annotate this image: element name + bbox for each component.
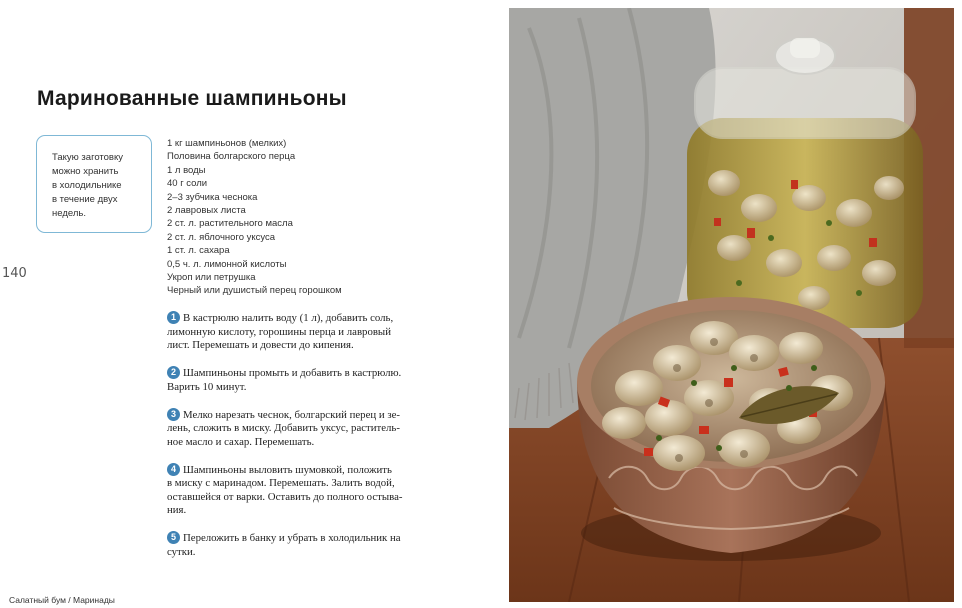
step-number-badge: 5 <box>167 531 180 544</box>
step-line: оставшейся от варки. Оставить до полного остыва- <box>167 490 403 503</box>
step-line: лень, сложить в миску. Добавить уксус, раститель- <box>167 422 400 434</box>
ingredient-item: 2–3 зубчика чеснока <box>167 191 258 203</box>
step-text: В кастрюлю налить воду (1 л), добавить соль, <box>183 312 394 324</box>
step-number-badge: 1 <box>167 311 180 324</box>
step-line: Варить 10 минут. <box>167 380 247 393</box>
ingredient-item: Половина болгарского перца <box>167 151 296 163</box>
ingredient-item: 1 кг шампиньонов (мелких) <box>167 138 287 149</box>
note-line: в холодильнике <box>52 180 122 191</box>
ingredient-item: 0,5 ч. л. лимонной кислоты <box>167 258 287 270</box>
ingredient-item: 2 ст. л. растительного масла <box>167 218 293 230</box>
storage-note-box <box>36 135 152 233</box>
step-number-badge: 4 <box>167 463 180 476</box>
ingredient-item: 40 г соли <box>167 178 208 190</box>
step-line: ния. <box>167 504 187 516</box>
step-text: Переложить в банку и убрать в холодильник на <box>183 532 401 544</box>
step-3 <box>167 408 417 450</box>
photo-illustration <box>509 8 954 602</box>
ingredient-item: 2 лавровых листа <box>167 205 246 217</box>
step-4 <box>167 463 417 518</box>
ingredient-item: 2 ст. л. яблочного уксуса <box>167 231 276 243</box>
ingredient-item: Укроп или петрушка <box>167 272 256 284</box>
step-text: Шампиньоны выловить шумовкой, положить <box>183 463 392 476</box>
step-line: в миску с маринадом. Перемешать. Залить водой, <box>167 477 395 489</box>
step-line: лимонную кислоту, горошины перца и лавровый <box>167 325 391 338</box>
step-number-badge: 2 <box>167 366 180 379</box>
ingredient-item: Черный или душистый перец горошком <box>167 285 342 297</box>
step-1 <box>167 311 417 353</box>
recipe-title: Маринованные шампиньоны <box>37 87 347 110</box>
step-line: сутки. <box>167 545 196 558</box>
marinated-mushrooms-photo <box>509 8 954 602</box>
step-line <box>167 408 417 423</box>
footer-section-title: Салатный бум / Маринады <box>9 595 115 605</box>
note-line: Такую заготовку <box>52 152 123 163</box>
step-line <box>167 463 417 478</box>
note-line: можно хранить <box>52 166 119 177</box>
ingredients-list <box>167 137 342 298</box>
step-text: Мелко нарезать чеснок, болгарский перец и зе- <box>183 408 400 421</box>
step-number-badge: 3 <box>167 408 180 421</box>
step-line <box>167 531 417 546</box>
step-text: Шампиньоны промыть и добавить в кастрюлю. <box>183 367 402 379</box>
steps-list <box>167 311 417 573</box>
page-number: 140 <box>2 266 27 281</box>
ingredient-item: 1 л воды <box>167 164 206 176</box>
step-line <box>167 311 417 326</box>
step-line: лист. Перемешать и довести до кипения. <box>167 339 354 351</box>
step-2 <box>167 366 417 394</box>
step-line: ное масло и сахар. Перемешать. <box>167 435 315 448</box>
step-line <box>167 366 417 381</box>
step-5 <box>167 531 417 559</box>
note-line: недель. <box>52 208 86 219</box>
note-line: в течение двух <box>52 194 118 205</box>
ingredient-item: 1 ст. л. сахара <box>167 245 230 257</box>
